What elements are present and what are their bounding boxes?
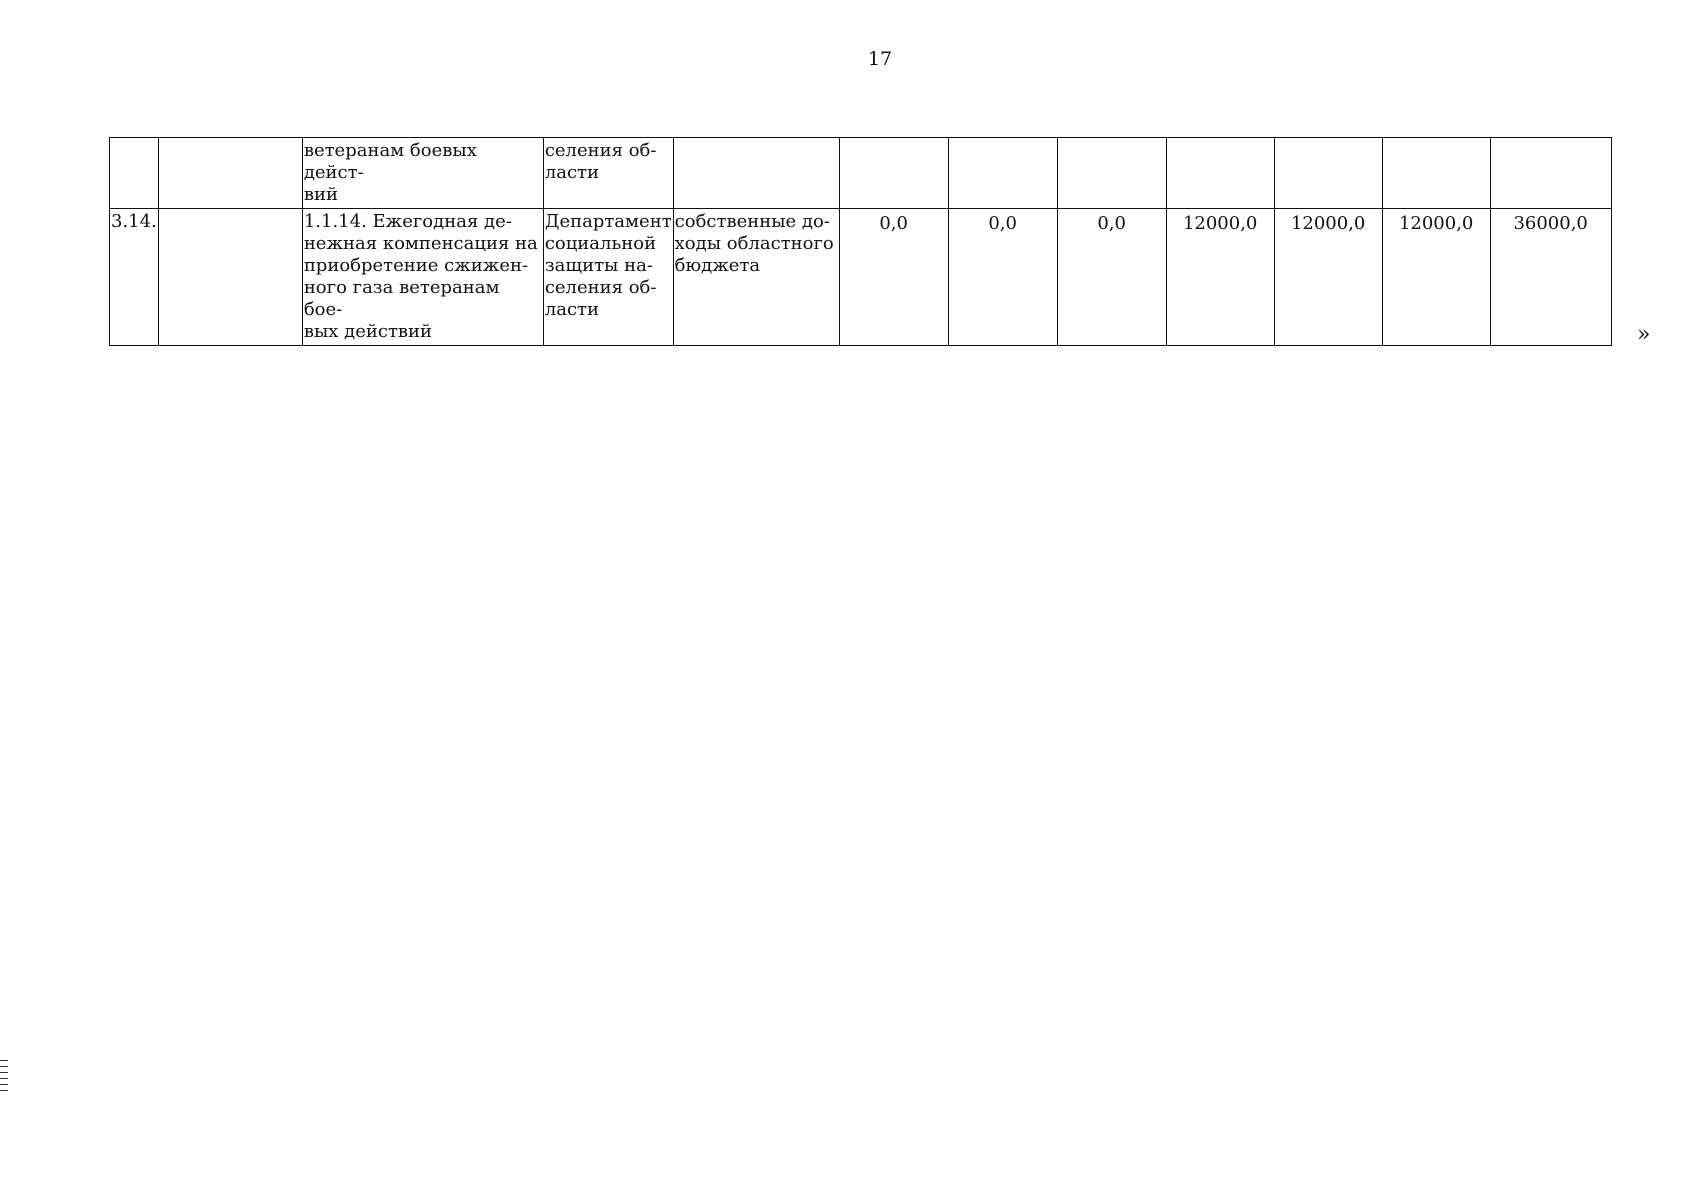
cell-value (1490, 138, 1611, 209)
cell-source: собственные до- ходы областного бюджета (673, 209, 839, 346)
cell-value (839, 138, 948, 209)
cell-value: 0,0 (839, 209, 948, 346)
cell-value: 12000,0 (1382, 209, 1490, 346)
cell-value: 12000,0 (1274, 209, 1382, 346)
table-row (110, 138, 1612, 209)
cell-value: 12000,0 (1166, 209, 1274, 346)
table-row (110, 209, 1612, 346)
page-number: 17 (867, 48, 893, 70)
cell-value (1382, 138, 1490, 209)
cell-value (1057, 138, 1166, 209)
cell-no: 3.14. (110, 209, 159, 346)
cell-name: ветеранам боевых дейст- вий (302, 138, 543, 209)
cell-source (673, 138, 839, 209)
scan-edge-marks (0, 1060, 8, 1096)
cell-value: 0,0 (948, 209, 1057, 346)
cell-value (1166, 138, 1274, 209)
budget-table (109, 137, 1612, 346)
cell-value (948, 138, 1057, 209)
cell-executor: Департамент социальной защиты на- селения об- ласти (543, 209, 673, 346)
cell-value: 0,0 (1057, 209, 1166, 346)
cell-value (1274, 138, 1382, 209)
cell-code (158, 209, 302, 346)
cell-code (158, 138, 302, 209)
cell-no (110, 138, 159, 209)
closing-quote-mark: » (1637, 322, 1651, 347)
cell-name: 1.1.14. Ежегодная де- нежная компенсация на приобретение сжижен- ного газа ветеранам бое- вых действий (302, 209, 543, 346)
cell-executor: селения об- ласти (543, 138, 673, 209)
cell-value: 36000,0 (1490, 209, 1611, 346)
